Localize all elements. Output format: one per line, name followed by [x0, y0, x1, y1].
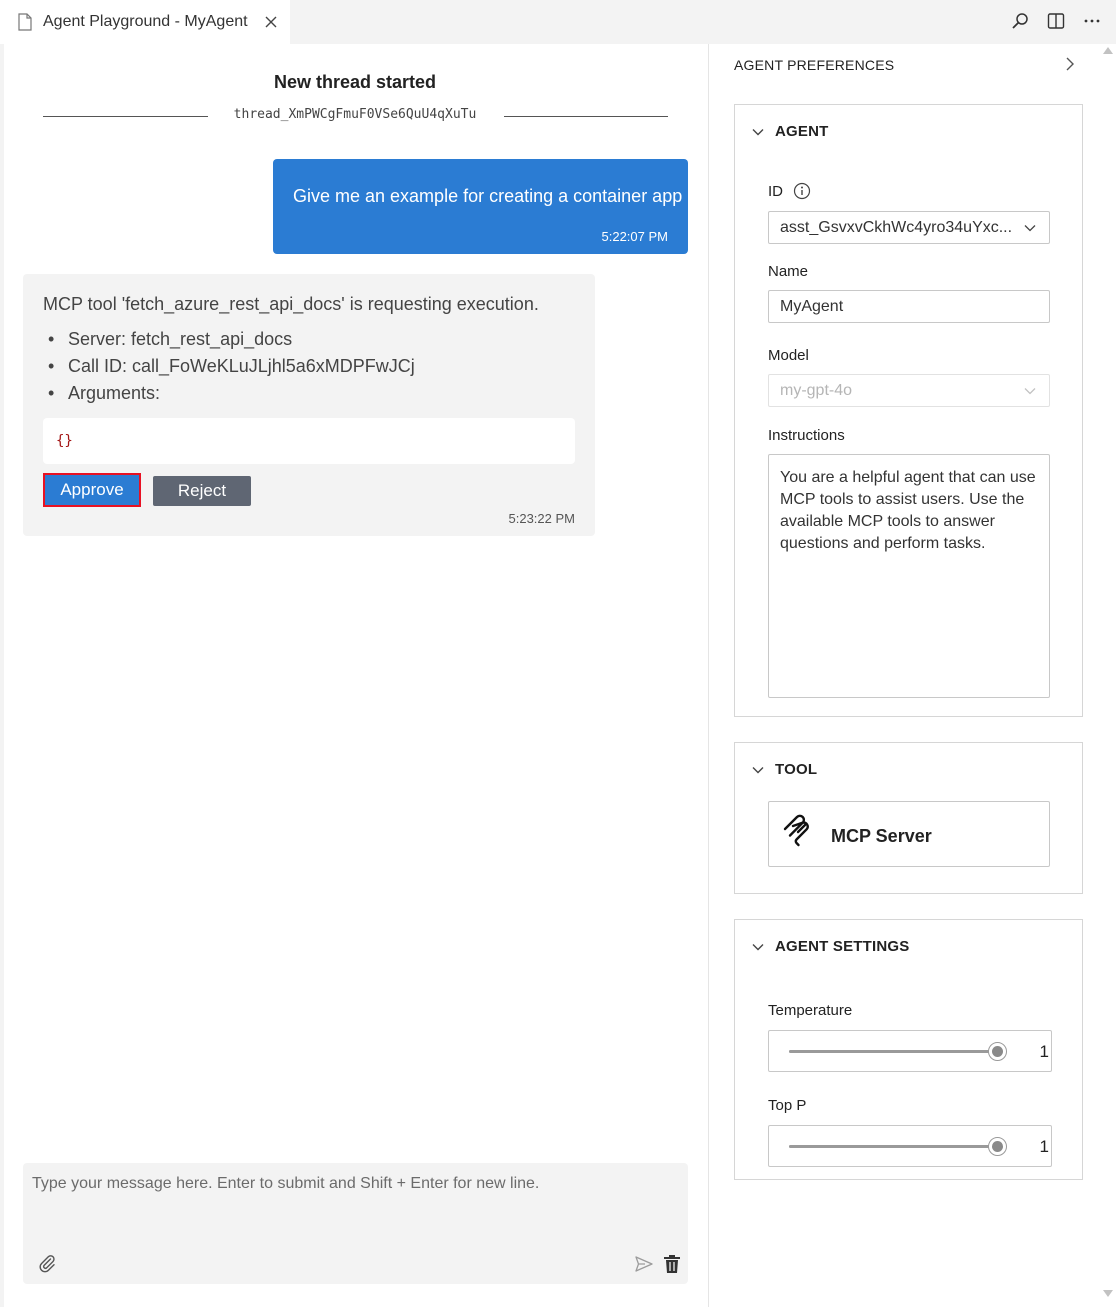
temperature-label: Temperature: [768, 1002, 853, 1019]
split-editor-icon: [1047, 12, 1065, 30]
top-p-slider[interactable]: [789, 1145, 1003, 1148]
mcp-details-list: [43, 328, 415, 409]
agent-id-value: asst_GsvxvCkhWc4yro34uYxc...: [780, 219, 1013, 236]
agent-id-select[interactable]: [768, 211, 1050, 244]
chevron-down-icon: [751, 940, 765, 954]
thread-title: New thread started: [273, 72, 437, 92]
message-composer: [23, 1163, 688, 1284]
send-icon[interactable]: [634, 1254, 654, 1274]
user-message-time: 5:22:07 PM: [601, 229, 668, 244]
thread-id: thread_XmPWCgFmuF0VSe6QuU4qXuTu: [233, 107, 477, 122]
mcp-request-title: MCP tool 'fetch_azure_rest_api_docs' is requesting execution.: [43, 294, 539, 314]
approve-button[interactable]: Approve: [43, 473, 141, 507]
mcp-server-item: • Server: fetch_rest_api_docs: [43, 328, 415, 355]
model-label: Model: [768, 347, 809, 364]
temperature-control: [768, 1030, 1052, 1072]
agent-settings-section: [734, 919, 1083, 1180]
model-value: my-gpt-4o: [780, 382, 853, 399]
reject-button[interactable]: Reject: [153, 476, 251, 506]
scrollbar[interactable]: [1100, 44, 1116, 1307]
tab-title: Agent Playground - MyAgent: [43, 13, 248, 30]
user-message-text: Give me an example for creating a container app: [293, 186, 683, 206]
close-icon[interactable]: [262, 13, 280, 31]
left-edge: [0, 44, 4, 1307]
top-p-value[interactable]: 1: [1039, 1137, 1049, 1156]
id-label: ID: [768, 183, 783, 200]
arguments-code-block: [43, 418, 575, 464]
tool-section-title: TOOL: [775, 761, 818, 778]
mcp-server-tool[interactable]: [768, 801, 1050, 867]
scroll-down-icon[interactable]: [1102, 1288, 1114, 1300]
chevron-right-icon[interactable]: [1062, 56, 1078, 72]
name-label: Name: [768, 263, 809, 280]
info-icon[interactable]: [793, 182, 811, 200]
message-input[interactable]: [23, 1163, 688, 1243]
file-icon: [18, 13, 32, 31]
mcp-message-time: 5:23:22 PM: [508, 511, 575, 526]
agent-name-input[interactable]: [768, 290, 1050, 323]
chevron-down-icon: [1023, 221, 1037, 235]
model-select: [768, 374, 1050, 407]
trash-icon[interactable]: [663, 1254, 681, 1274]
agent-settings-title: AGENT SETTINGS: [775, 938, 910, 955]
mcp-call-id-item: • Call ID: call_FoWeKLuJLjhl5a6xMDPFwJCj: [43, 355, 415, 382]
temperature-value[interactable]: 1: [1039, 1042, 1049, 1061]
top-p-label: Top P: [768, 1097, 807, 1114]
more-icon: [1083, 12, 1101, 30]
chevron-down-icon: [1023, 384, 1037, 398]
agent-section-title: AGENT: [775, 123, 829, 140]
search-icon: [1011, 12, 1029, 30]
instructions-label: Instructions: [768, 427, 845, 444]
temperature-slider-thumb[interactable]: [988, 1042, 1007, 1061]
agent-settings-toggle[interactable]: [751, 938, 909, 955]
top-p-slider-fill: [789, 1145, 1003, 1148]
split-editor-button[interactable]: [1046, 11, 1066, 31]
preferences-header: AGENT PREFERENCES: [734, 57, 895, 73]
mcp-approval-message: [23, 274, 595, 536]
temperature-slider[interactable]: [789, 1050, 1003, 1053]
editor-tab-bar: [0, 0, 1116, 44]
editor-tab-agent-playground[interactable]: [0, 0, 290, 44]
paperclip-icon[interactable]: [37, 1253, 57, 1273]
top-p-control: [768, 1125, 1052, 1167]
mcp-server-label: MCP Server: [831, 826, 932, 846]
tool-section: [734, 742, 1083, 894]
instructions-textarea[interactable]: [768, 454, 1050, 698]
top-p-slider-thumb[interactable]: [988, 1137, 1007, 1156]
chevron-down-icon: [751, 125, 765, 139]
arguments-code: {}: [56, 433, 73, 449]
chevron-down-icon: [751, 763, 765, 777]
mcp-arguments-item: • Arguments:: [43, 382, 415, 409]
temperature-slider-fill: [789, 1050, 1003, 1053]
user-message: [273, 159, 688, 254]
tool-section-toggle[interactable]: [751, 761, 817, 778]
scroll-up-icon[interactable]: [1102, 44, 1114, 56]
agent-section-toggle[interactable]: [751, 123, 829, 140]
agent-section: [734, 104, 1083, 717]
search-button[interactable]: [1010, 11, 1030, 31]
more-actions-button[interactable]: [1082, 11, 1102, 31]
mcp-server-icon: [781, 814, 815, 848]
